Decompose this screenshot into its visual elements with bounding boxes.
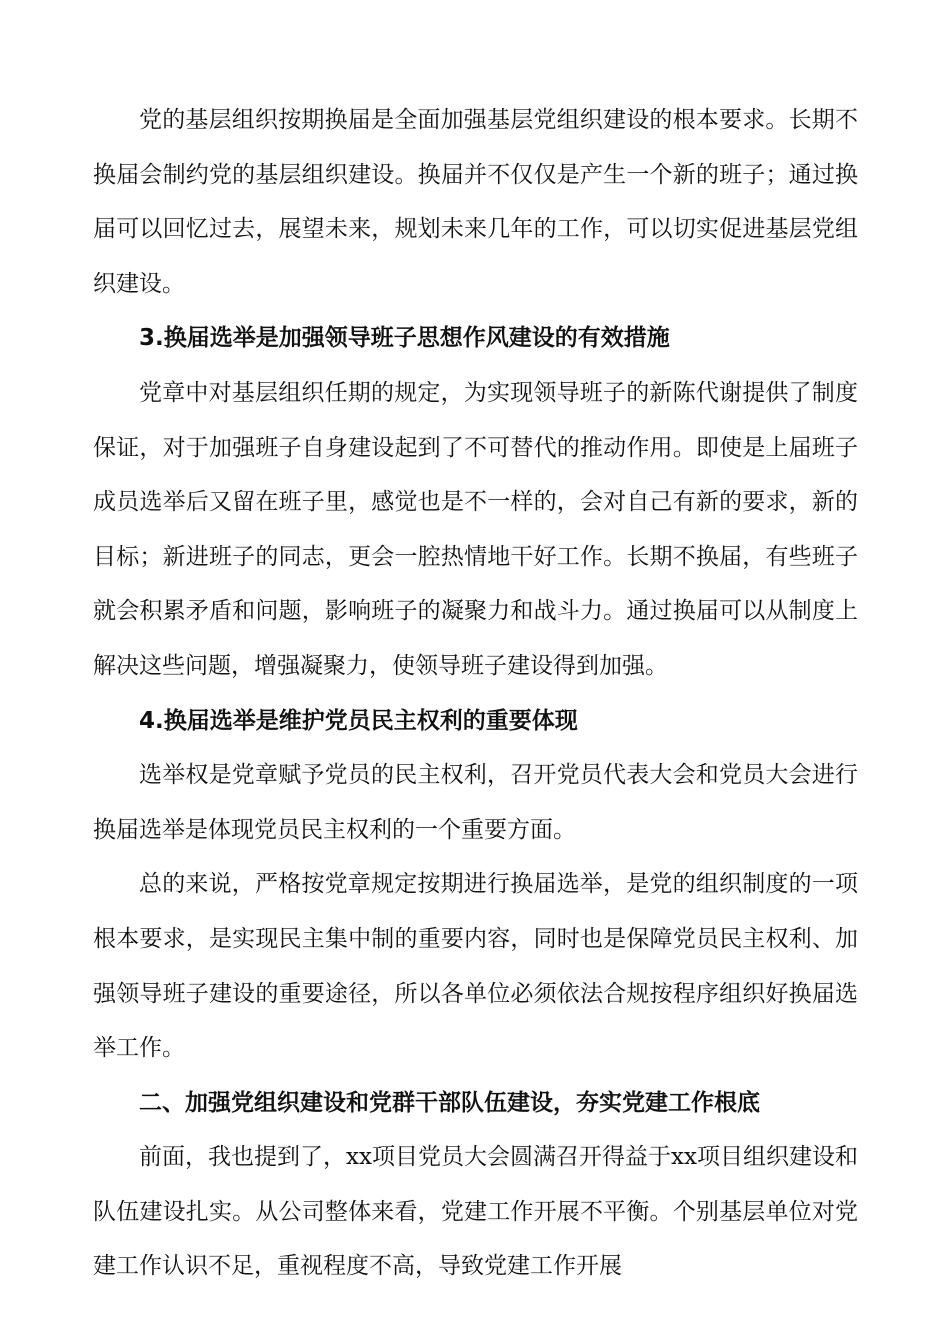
body-paragraph: 总的来说，严格按党章规定按期进行换届选举，是党的组织制度的一项根本要求，是实现民主集中制的重要内容，同时也是保障党员民主权利、加强领导班子建设的重要途径，所以各单位必须依法合规按程序组织好换届选举工作。 (93, 871, 858, 1062)
section-heading: 4.换届选举是维护党员民主权利的重要体现 (139, 707, 578, 734)
body-paragraph: 选举权是党章赋予党员的民主权利，召开党员代表大会和党员大会进行换届选举是体现党员民主权利的一个重要方面。 (93, 762, 858, 843)
body-paragraph: 前面，我也提到了，xx项目党员大会圆满召开得益于xx项目组织建设和队伍建设扎实。从公司整体来看，党建工作开展不平衡。个别基层单位对党建工作认识不足，重视程度不高，导致党建工作开展 (93, 1144, 858, 1280)
body-paragraph: 党章中对基层组织任期的规定，为实现领导班子的新陈代谢提供了制度保证，对于加强班子自身建设起到了不可替代的推动作用。即使是上届班子成员选举后又留在班子里，感觉也是不一样的，会对自己有新的要求，新的目标；新进班子的同志，更会一腔热情地干好工作。长期不换届，有些班子就会积累矛盾和问题，影响班子的凝聚力和战斗力。通过换届可以从制度上解决这些问题，增强凝聚力，使领导班子建设得到加强。 (93, 379, 858, 679)
body-paragraph: 党的基层组织按期换届是全面加强基层党组织建设的根本要求。长期不换届会制约党的基层组织建设。换届并不仅仅是产生一个新的班子；通过换届可以回忆过去，展望未来，规划未来几年的工作，可以切实促进基层党组织建设。 (93, 107, 858, 297)
section-heading: 3.换届选举是加强领导班子思想作风建设的有效措施 (139, 325, 670, 352)
document-body (93, 93, 858, 1294)
section-heading: 二、加强党组织建设和党群干部队伍建设，夯实党建工作根底 (139, 1089, 760, 1116)
